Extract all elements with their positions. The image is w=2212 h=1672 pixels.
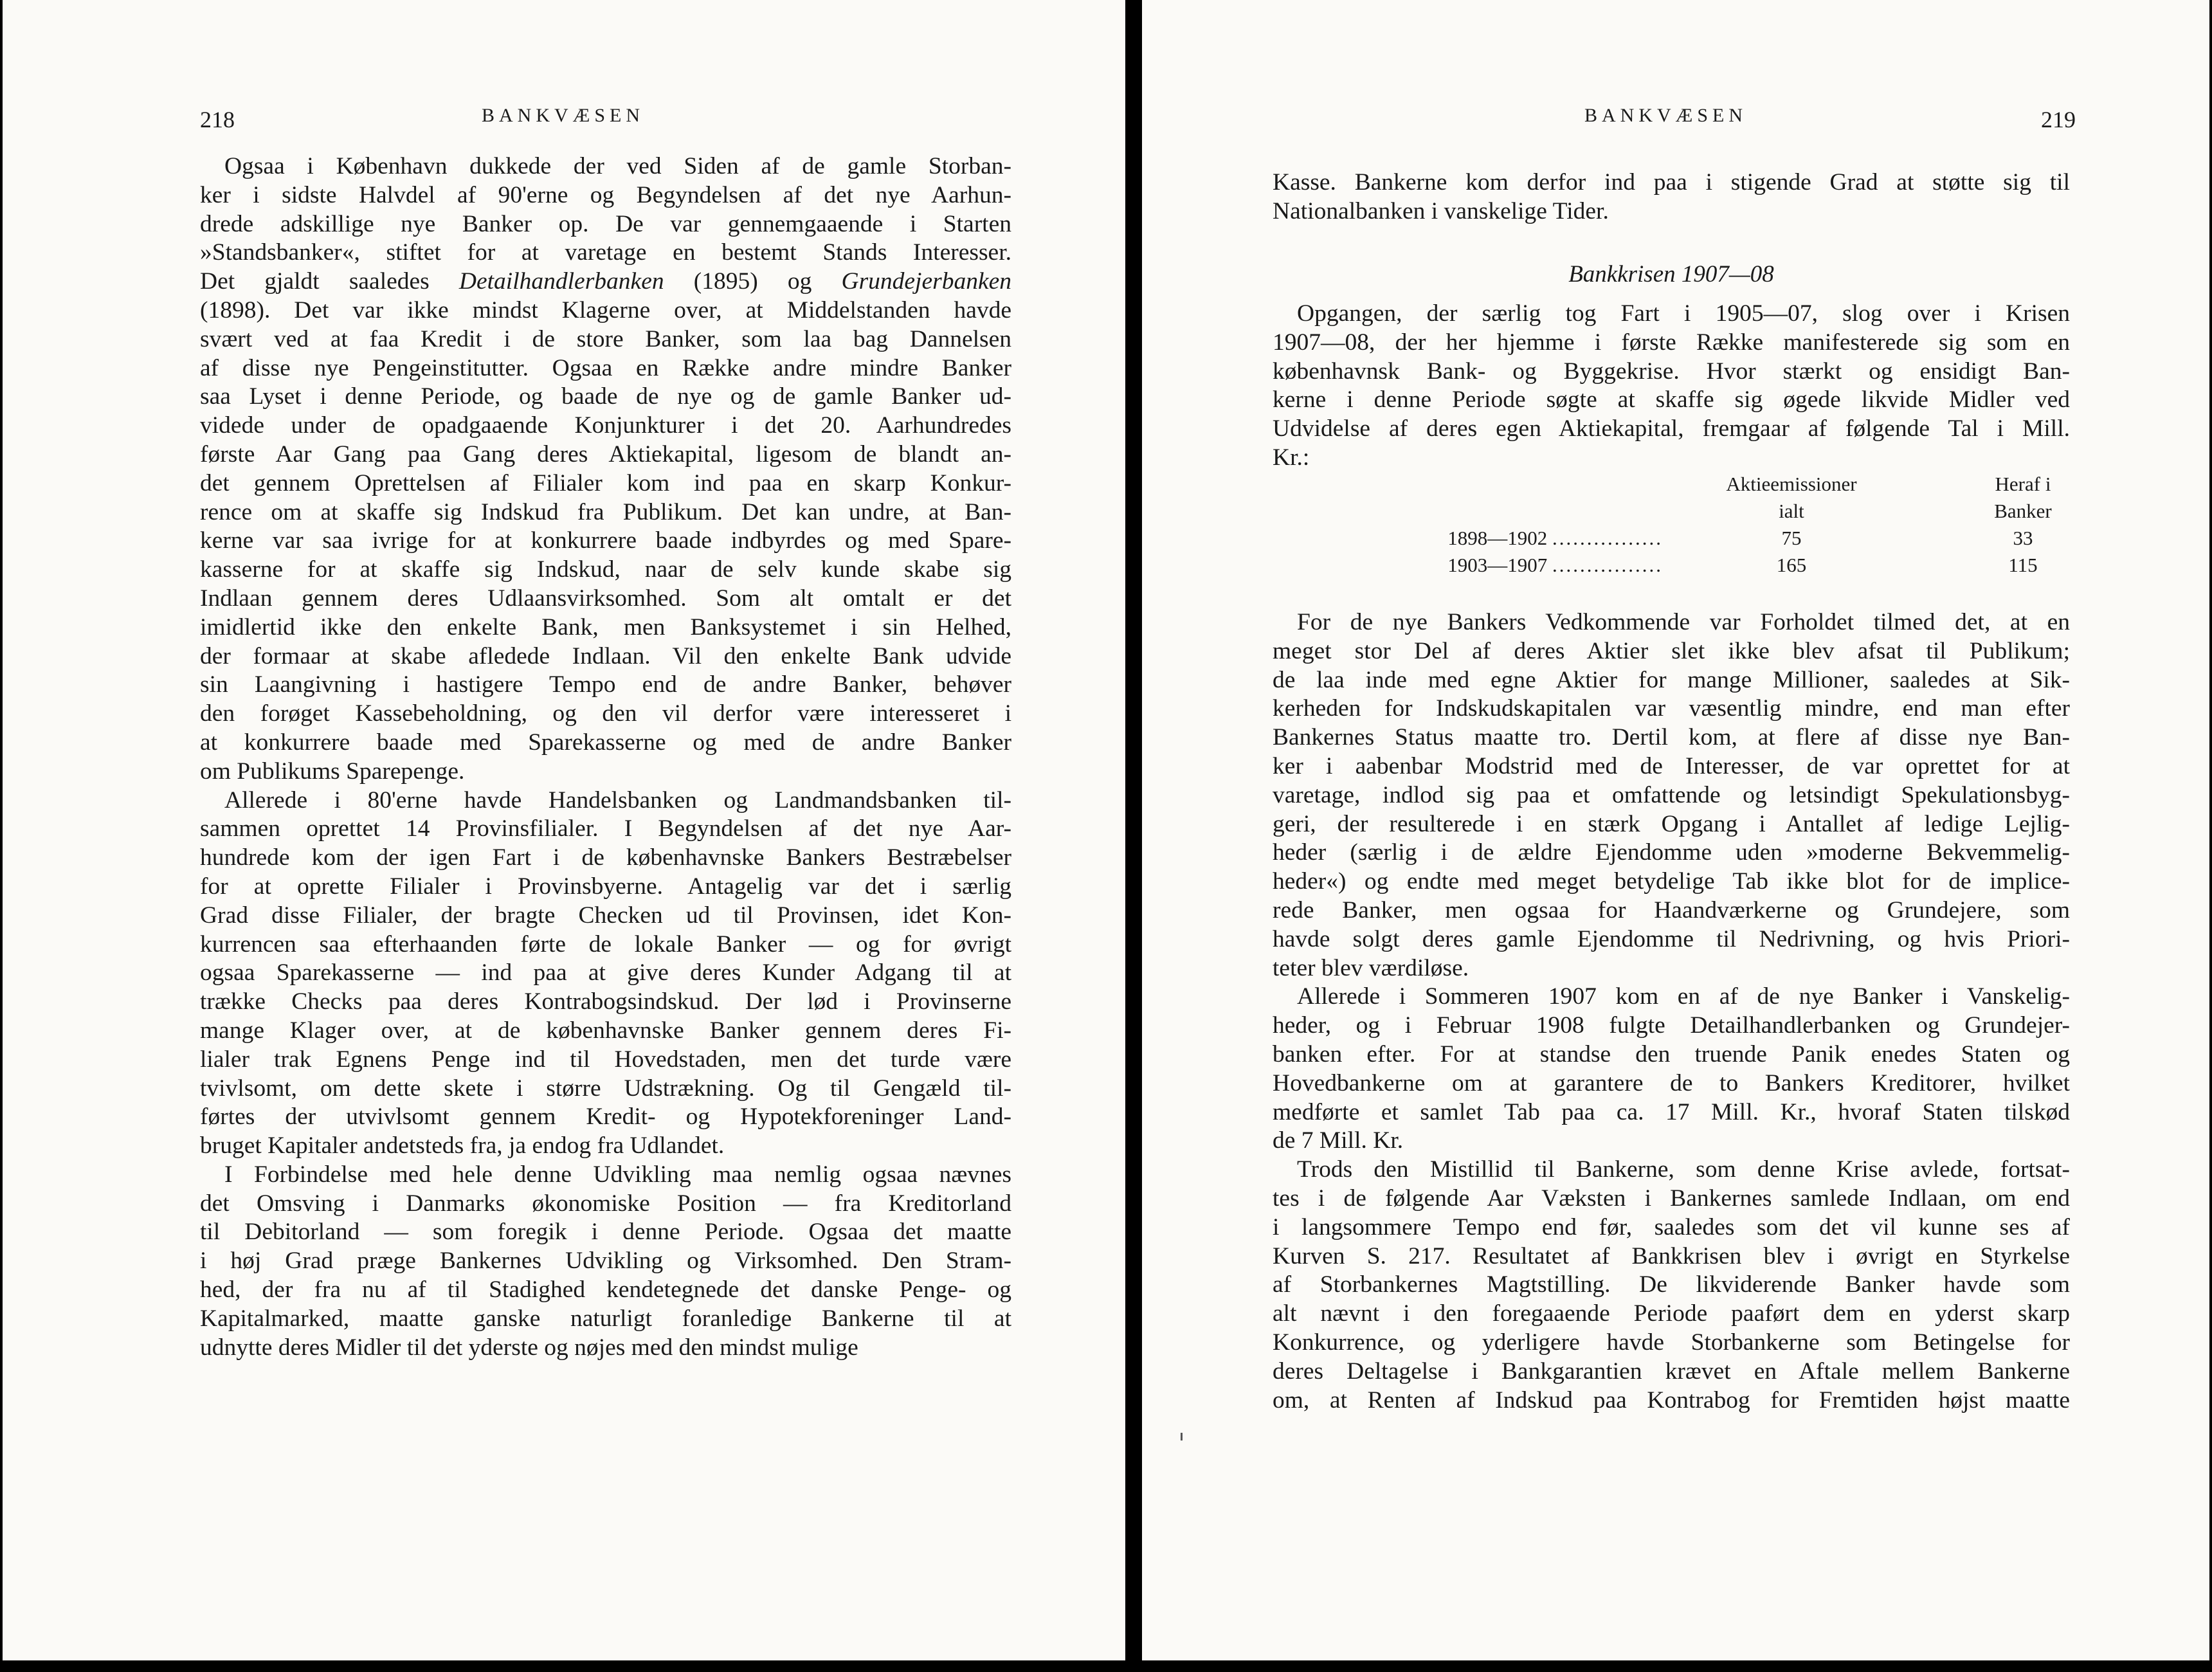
table-banks: 33: [2013, 527, 2033, 549]
text-line: »Standsbanker«, stiftet for at varetage en bestemt Stands Interesser.: [200, 239, 1011, 266]
text-line: ogsaa Sparekasserne — ind paa at give deres Kunder Adgang til at: [200, 959, 1011, 986]
section-heading: Bankkrisen 1907—08: [1568, 261, 1774, 287]
text-line: drede adskillige nye Banker op. De var gennemgaaende i Starten: [200, 210, 1011, 237]
text-line: deres Deltagelse i Bankgarantien krævet en Aftale mellem Bankerne: [1273, 1358, 2070, 1385]
text-line: de 7 Mill. Kr.: [1273, 1127, 1404, 1154]
left-page-number: 218: [200, 107, 235, 132]
text-line: meget stor Del af deres Aktier slet ikke blev afsat til Publikum;: [1273, 637, 2070, 664]
text-line: trække Checks paa deres Kontrabogsindskud. Der lød i Provinserne: [200, 988, 1011, 1015]
text-line: københavnsk Bank- og Byggekrise. Hvor stærkt og ensidigt Ban-: [1273, 358, 2070, 385]
text-line: ker i sidste Halvdel af 90'erne og Begyndelsen af det nye Aarhun-: [200, 181, 1011, 208]
text-line: den forøget Kassebeholdning, og den vil derfor være interesseret i: [200, 700, 1011, 727]
text-line: de laa inde med egne Aktier for mange Millioner, saaledes at Sik-: [1273, 666, 2070, 693]
text-line: Indlaan gennem deres Udlaansvirksomhed. Som alt omtalt er det: [200, 585, 1011, 612]
text-line: det Omsving i Danmarks økonomiske Position — fra Kreditorland: [200, 1190, 1011, 1217]
table-period: 1898—1902: [1447, 527, 1548, 549]
text-line: sammen oprettet 14 Provinsfilialer. I Begyndelsen af det nye Aar-: [200, 815, 1011, 842]
text-line: at konkurrere baade med Sparekasserne og med de andre Banker: [200, 729, 1011, 756]
table-header-banks-sub: Banker: [1994, 500, 2052, 522]
table-header-row: [1399, 500, 2126, 527]
text-line: Kurven S. 217. Resultatet af Bankkrisen blev i øvrigt en Styrkelse: [1273, 1242, 2070, 1269]
text-line: heder (særlig i de ældre Ejendomme uden »moderne Bekvemmelig-: [1273, 839, 2070, 866]
text-line: Opgangen, der særlig tog Fart i 1905—07, slog over i Krisen: [1297, 300, 2070, 327]
dot-leader: ................: [1552, 554, 1663, 576]
text-line: første Aar Gang paa Gang deres Aktiekapital, ligesom de blandt an-: [200, 441, 1011, 468]
text-line: ker i aabenbar Modstrid med de Interesser, de var oprettet for at: [1273, 752, 2070, 779]
text-line: lialer trak Egnens Penge ind til Hovedstaden, men det turde være: [200, 1046, 1011, 1073]
left-running-head: BANKVÆSEN: [482, 105, 645, 126]
text-line: heder«) og endte med meget betydelige Tab ikke blot for de implice-: [1273, 868, 2070, 895]
table-header-total: Aktieemissioner: [1726, 473, 1857, 495]
text-line: tes i de følgende Aar Væksten i Bankernes samlede Indlaan, om end: [1273, 1185, 2070, 1212]
text-line: Udvidelse af deres egen Aktiekapital, fremgaar af følgende Tal i Mill.: [1273, 415, 2070, 442]
table-row: [1399, 554, 2126, 581]
text-line: Kasse. Bankerne kom derfor ind paa i stigende Grad at støtte sig til: [1273, 169, 2070, 195]
text-line: I Forbindelse med hele denne Udvikling maa nemlig ogsaa nævnes: [224, 1161, 1011, 1188]
text-line: varetage, indlod sig paa et omfattende og letsindigt Spekulationsbyg-: [1273, 781, 2070, 808]
text-line: i høj Grad præge Bankernes Udvikling og Virksomhed. Den Stram-: [200, 1248, 1011, 1275]
text-line: til Debitorland — som foregik i denne Periode. Ogsaa det maatte: [200, 1219, 1011, 1246]
text-line: Allerede i 80'erne havde Handelsbanken og Landmandsbanken til-: [224, 786, 1011, 813]
right-body-text-mid: [1273, 300, 2070, 473]
text-line: kerne var saa ivrige for at konkurrere baade indbyrdes og med Spare-: [200, 527, 1011, 554]
text-line: i langsommere Tempo end før, saaledes som det vil kunne ses af: [1273, 1213, 2070, 1240]
text-line: sin Laangivning i hastigere Tempo end de andre Banker, behøver: [200, 671, 1011, 698]
text-line: Det gjaldt saaledes Detailhandlerbanken (1895) og Grundejerbanken: [200, 268, 1011, 295]
text-line: For de nye Bankers Vedkommende var Forholdet tilmed det, at en: [1297, 609, 2070, 635]
text-line: (1898). Det var ikke mindst Klagerne over, at Middelstanden havde: [200, 296, 1011, 323]
text-line: Trods den Mistillid til Bankerne, som denne Krise avlede, fortsat-: [1297, 1156, 2070, 1183]
text-line: Kapitalmarked, maatte ganske naturligt foranledige Bankerne til at: [200, 1305, 1011, 1332]
text-line: Ogsaa i København dukkede der ved Siden af de gamle Storban-: [224, 153, 1011, 179]
text-line: havde solgt deres gamle Ejendomme til Nedrivning, og hvis Priori-: [1273, 925, 2070, 952]
text-line: kerheden for Indskudskapitalen var væsentlig mindre, end man efter: [1273, 695, 2070, 722]
table-header-row: [1399, 473, 2126, 500]
text-line: om, at Renten af Indskud paa Kontrabog for Fremtiden højst maatte: [1273, 1386, 2070, 1413]
text-line: teter blev værdiløse.: [1273, 954, 1469, 981]
text-line: Konkurrence, og yderligere havde Storbankerne som Betingelse for: [1273, 1329, 2070, 1356]
text-line: heder, og i Februar 1908 fulgte Detailhandlerbanken og Grundejer-: [1273, 1012, 2070, 1039]
text-line: 1907—08, der her hjemme i første Række manifesterede sig som en: [1273, 329, 2070, 356]
text-line: alt nævnt i den foregaaende Periode paaført dem en yderst skarp: [1273, 1300, 2070, 1327]
text-line: Nationalbanken i vanskelige Tider.: [1273, 197, 1609, 224]
text-line: Kr.:: [1273, 444, 1310, 471]
text-line: Grad disse Filialer, der bragte Checken ud til Provinsen, idet Kon-: [200, 902, 1011, 929]
text-line: bruget Kapitaler andetsteds fra, ja endog fra Udlandet.: [200, 1132, 725, 1159]
text-line: Allerede i Sommeren 1907 kom en af de nye Banker i Vanskelig-: [1297, 983, 2070, 1010]
text-line: om Publikums Sparepenge.: [200, 758, 465, 785]
text-line: det gennem Oprettelsen af Filialer kom ind paa en skarp Konkur-: [200, 469, 1011, 496]
left-page: [3, 0, 1125, 1660]
right-page: [1142, 0, 2209, 1660]
text-line: kurrencen saa efterhaanden førte de lokale Banker — og for øvrigt: [200, 931, 1011, 958]
text-line: tvivlsomt, om dette skete i større Udstrækning. Og til Gengæld til-: [200, 1075, 1011, 1102]
text-line: mange Klager over, at de københavnske Banker gennem deres Fi-: [200, 1017, 1011, 1044]
table-row: [1399, 527, 2126, 554]
scan-speck: [1181, 1433, 1183, 1440]
table-total: 75: [1781, 527, 1802, 549]
text-line: hed, der fra nu af til Stadighed kendetegnede det danske Penge- og: [200, 1277, 1011, 1304]
text-line: rede Banker, men ogsaa for Haandværkerne og Grundejere, som: [1273, 896, 2070, 923]
text-line: kasserne for at skaffe sig Indskud, naar de selv kunde skabe sig: [200, 556, 1011, 583]
right-body-text-top: [1273, 168, 2070, 226]
text-line: saa Lyset i denne Periode, og baade de nye og de gamle Banker ud-: [200, 383, 1011, 410]
text-line: førtes der utvivlsomt gennem Kredit- og Hypotekforeninger Land-: [200, 1104, 1011, 1131]
dot-leader: ................: [1552, 527, 1663, 549]
text-line: svært ved at faa Kredit i de store Banker, som laa bag Dannelsen: [200, 325, 1011, 352]
table-header-total-sub: ialt: [1779, 500, 1804, 522]
right-running-head: BANKVÆSEN: [1584, 105, 1748, 126]
text-line: Bankernes Status maatte tro. Dertil kom, at flere af disse nye Ban-: [1273, 724, 2070, 751]
text-line: af Storbankernes Magtstilling. De likviderende Banker havde som: [1273, 1271, 2070, 1298]
table-period: 1903—1907: [1447, 554, 1548, 576]
text-line: medførte et samlet Tab paa ca. 17 Mill. Kr., hvoraf Staten tilskød: [1273, 1098, 2070, 1125]
table-banks: 115: [2008, 554, 2038, 576]
table-header-banks: Heraf i: [1995, 473, 2051, 495]
text-line: geri, der resulterede i en stærk Opgang i Antallet af ledige Lejlig-: [1273, 810, 2070, 837]
text-line: imidlertid ikke den enkelte Bank, men Banksystemet i sin Helhed,: [200, 613, 1011, 641]
text-line: banken efter. For at standse den truende Panik enedes Staten og: [1273, 1040, 2070, 1068]
text-line: af disse nye Pengeinstitutter. Ogsaa en Række andre mindre Banker: [200, 354, 1011, 381]
text-line: Hovedbankerne om at garantere de to Bankers Kreditorer, hvilket: [1273, 1069, 2070, 1096]
text-line: videde under de opadgaaende Konjunkturer i det 20. Aarhundredes: [200, 412, 1011, 439]
text-line: der formaar at skabe afledede Indlaan. Vil den enkelte Bank udvide: [200, 642, 1011, 669]
text-line: for at oprette Filialer i Provinsbyerne. Antagelig var det i særlig: [200, 873, 1011, 900]
text-line: hundrede kom der igen Fart i de københavnske Bankers Bestræbelser: [200, 844, 1011, 871]
share-issues-table: [1399, 473, 2126, 581]
right-body-text-bottom: [1273, 608, 2070, 1415]
text-line: kerne i denne Periode søgte at skaffe sig øgede likvide Midler ved: [1273, 386, 2070, 413]
text-line: rence om at skaffe sig Indskud fra Publikum. Det kan undre, at Ban-: [200, 498, 1011, 525]
table-total: 165: [1776, 554, 1807, 576]
text-line: udnytte deres Midler til det yderste og nøjes med den mindst mulige: [200, 1334, 858, 1361]
left-body-text: [200, 152, 1011, 1362]
right-page-number: 219: [2041, 107, 2076, 132]
